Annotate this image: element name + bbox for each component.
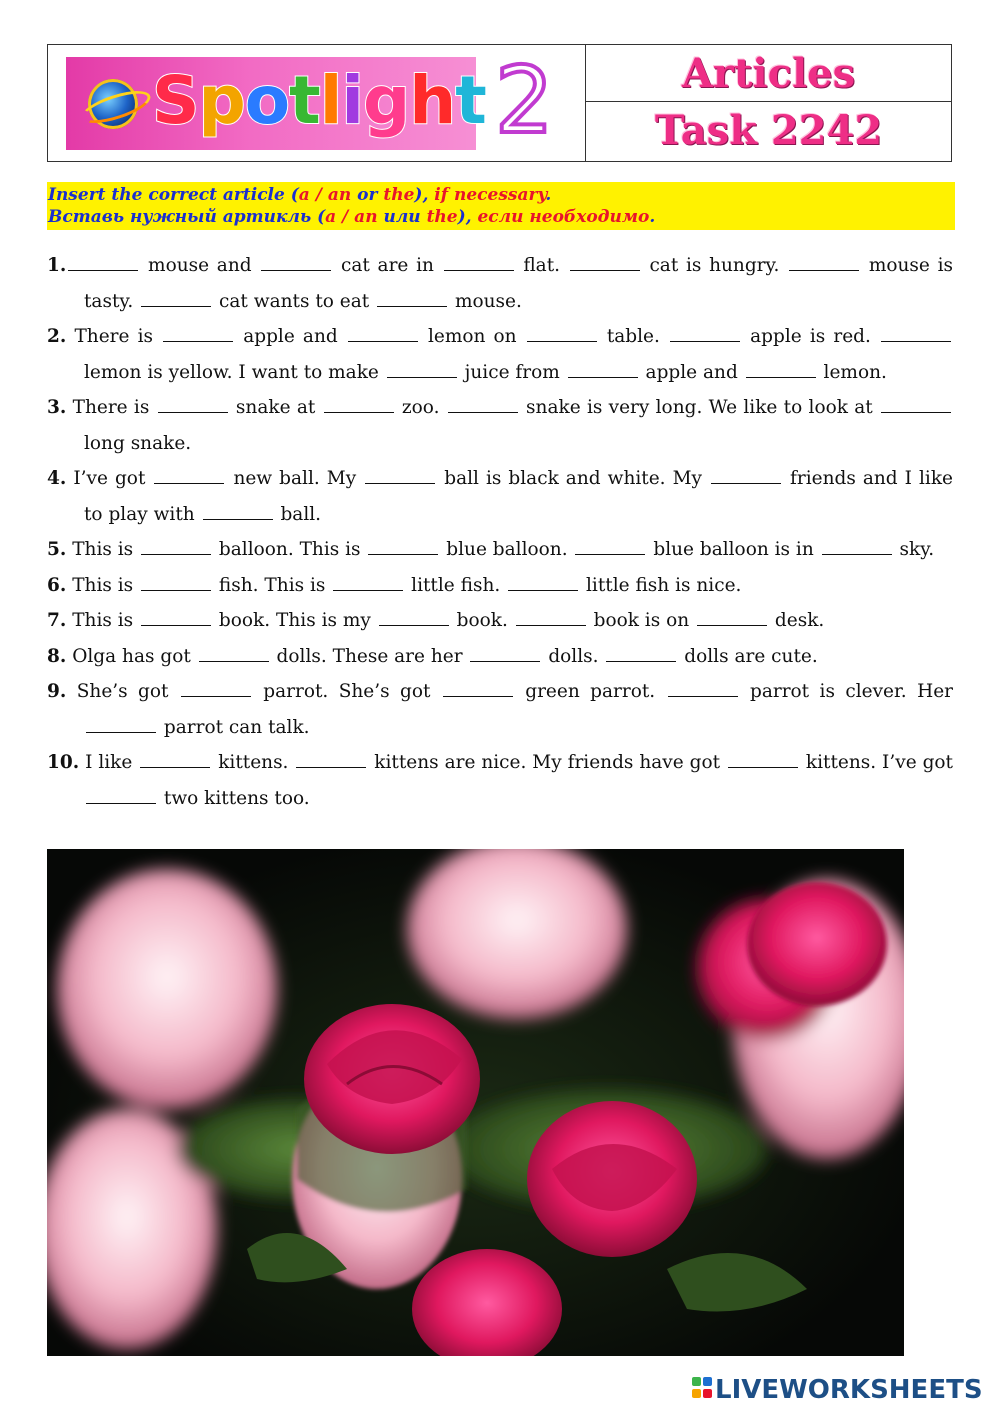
logo-letter: t — [289, 62, 320, 139]
exercise-text: desk. — [769, 610, 825, 631]
answer-blank[interactable] — [158, 411, 228, 413]
exercise-number: 8. — [47, 645, 67, 667]
exercise-number: 6. — [47, 574, 67, 596]
exercise-item — [47, 639, 953, 675]
answer-blank[interactable] — [141, 305, 211, 307]
logo-letter: p — [198, 62, 245, 139]
exercise-text: There is — [66, 326, 162, 347]
exercise-text: flat. — [515, 255, 568, 276]
exercise-text: cat wants to eat — [213, 290, 376, 312]
answer-blank[interactable] — [154, 482, 224, 484]
answer-blank[interactable] — [324, 411, 394, 413]
answer-blank[interactable] — [377, 305, 447, 307]
exercise-item — [47, 532, 953, 568]
exercise-text: parrot is clever. Her — [739, 681, 953, 702]
exercise-text: I like — [79, 752, 139, 773]
exercise-text: This is — [66, 610, 140, 631]
exercise-text: This is — [66, 574, 140, 596]
instruction-text: ), — [414, 185, 435, 205]
answer-blank[interactable] — [789, 269, 859, 271]
answer-blank[interactable] — [568, 376, 638, 378]
logo-letter: i — [341, 62, 363, 139]
exercise-text: mouse. — [449, 290, 522, 312]
logo-letter: o — [244, 62, 290, 139]
exercise-text: Olga has got — [66, 645, 197, 667]
answer-blank[interactable] — [881, 340, 951, 342]
exercise-item — [47, 568, 953, 604]
exercise-text: kittens. I’ve got — [799, 752, 953, 773]
exercise-text: blue balloon is in — [647, 539, 820, 560]
exercise-text: blue balloon. — [440, 539, 574, 560]
exercise-item — [47, 461, 953, 532]
answer-blank[interactable] — [697, 624, 767, 626]
answer-blank[interactable] — [203, 518, 273, 520]
exercise-text: juice from — [458, 361, 566, 383]
spotlight-logo-banner — [66, 57, 486, 150]
logo-letter: t — [455, 62, 486, 139]
grade-number: 2 — [495, 47, 554, 154]
answer-blank[interactable] — [387, 376, 457, 378]
exercise-number: 10. — [47, 752, 80, 773]
answer-blank[interactable] — [881, 411, 951, 413]
answer-blank[interactable] — [86, 802, 156, 804]
article-options: a / an — [325, 207, 378, 227]
exercise-text: She’s got — [66, 681, 179, 702]
exercise-text: ball. — [274, 503, 322, 525]
exercise-text: friends and I like to play with — [84, 468, 953, 525]
exercise-text: parrot. She’s got — [252, 681, 441, 702]
exercise-text: snake is very long. We like to look at — [519, 397, 879, 418]
exercise-text: There is — [66, 397, 156, 418]
answer-blank[interactable] — [140, 766, 210, 768]
exercise-text: kittens. — [212, 752, 295, 773]
answer-blank[interactable] — [606, 660, 676, 662]
exercise-text: balloon. This is — [213, 539, 367, 560]
exercise-text: little fish is nice. — [580, 574, 742, 596]
answer-blank[interactable] — [575, 553, 645, 555]
exercise-list — [47, 248, 953, 816]
exercise-item — [47, 319, 953, 390]
exercise-text: book. This is my — [213, 610, 377, 631]
answer-blank[interactable] — [668, 695, 738, 697]
answer-blank[interactable] — [508, 589, 578, 591]
answer-blank[interactable] — [516, 624, 586, 626]
answer-blank[interactable] — [296, 766, 366, 768]
exercise-item — [47, 674, 953, 745]
exercise-text: dolls. These are her — [270, 645, 469, 667]
instruction-russian — [48, 206, 955, 228]
exercise-number: 5. — [47, 539, 67, 560]
answer-blank[interactable] — [443, 695, 513, 697]
answer-blank[interactable] — [527, 340, 597, 342]
exercise-text: book is on — [587, 610, 696, 631]
liveworksheets-mark-icon — [692, 1377, 712, 1401]
instruction-text: Insert the correct article ( — [48, 185, 299, 205]
exercise-text: ball is black and white. My — [437, 468, 709, 489]
instruction-text: или — [377, 207, 427, 227]
answer-blank[interactable] — [199, 660, 269, 662]
answer-blank[interactable] — [711, 482, 781, 484]
spotlight-logo-text — [152, 61, 486, 141]
logo-letter: l — [319, 62, 342, 139]
exercise-item — [47, 390, 953, 461]
instruction-condition: если необходимо — [477, 207, 650, 227]
exercise-text: snake at — [229, 397, 322, 418]
instruction-text: . — [649, 207, 656, 227]
worksheet-title: Articles — [681, 50, 856, 97]
exercise-text: cat is hungry. — [641, 255, 788, 276]
worksheet-header — [47, 44, 952, 162]
answer-blank[interactable] — [86, 731, 156, 733]
answer-blank[interactable] — [141, 553, 211, 555]
instruction-text: Вставь нужный артикль ( — [48, 207, 326, 227]
exercise-text: This is — [66, 539, 140, 560]
exercise-text: little fish. — [405, 574, 507, 596]
answer-blank[interactable] — [746, 376, 816, 378]
exercise-number: 4. — [47, 468, 67, 489]
instruction-text: or — [351, 185, 384, 205]
roses-photo — [47, 849, 904, 1356]
logo-letter: g — [362, 62, 410, 139]
logo-letter: h — [409, 62, 456, 139]
exercise-text: apple and — [639, 361, 744, 383]
answer-blank[interactable] — [261, 269, 331, 271]
exercise-text: sky. — [893, 539, 935, 560]
exercise-item — [47, 745, 953, 816]
exercise-text: table. — [598, 326, 668, 347]
article-options: a / an — [298, 185, 352, 205]
answer-blank[interactable] — [348, 340, 418, 342]
exercise-text: mouse is tasty. — [84, 255, 953, 312]
answer-blank[interactable] — [368, 553, 438, 555]
answer-blank[interactable] — [728, 766, 798, 768]
exercise-number: 1. — [47, 255, 67, 276]
exercise-text: dolls are cute. — [678, 645, 818, 667]
exercise-text: zoo. — [395, 397, 446, 418]
exercise-item — [47, 603, 953, 639]
exercise-text: parrot can talk. — [158, 716, 310, 738]
instructions-box — [47, 182, 955, 230]
answer-blank[interactable] — [822, 553, 892, 555]
exercise-item — [47, 248, 953, 319]
exercise-text: lemon on — [419, 326, 525, 347]
task-number: Task 2242 — [654, 107, 883, 154]
exercise-text: lemon is yellow. I want to make — [84, 361, 385, 383]
exercise-text: two kittens too. — [158, 787, 310, 809]
exercise-number: 3. — [47, 397, 67, 418]
liveworksheets-logo[interactable] — [692, 1376, 983, 1404]
instruction-text: . — [545, 185, 552, 205]
exercise-text: apple and — [235, 326, 346, 347]
answer-blank[interactable] — [470, 660, 540, 662]
article-option-the: the — [426, 207, 458, 227]
exercise-text: book. — [450, 610, 514, 631]
exercise-text: I’ve got — [66, 468, 153, 489]
exercise-number: 7. — [47, 610, 67, 631]
exercise-text: new ball. My — [226, 468, 364, 489]
instruction-condition: if necessary — [434, 185, 546, 205]
answer-blank[interactable] — [365, 482, 435, 484]
answer-blank[interactable] — [141, 624, 211, 626]
exercise-text: fish. This is — [213, 574, 332, 596]
exercise-text: lemon. — [817, 361, 887, 383]
answer-blank[interactable] — [448, 411, 518, 413]
roses-illustration — [47, 849, 904, 1356]
answer-blank[interactable] — [444, 269, 514, 271]
answer-blank[interactable] — [570, 269, 640, 271]
exercise-text: mouse and — [140, 255, 260, 276]
exercise-number: 9. — [47, 681, 67, 702]
exercise-text: apple is red. — [742, 326, 879, 347]
instruction-text: ), — [457, 207, 478, 227]
answer-blank[interactable] — [163, 340, 233, 342]
logo-letter: S — [152, 62, 199, 139]
exercise-text: green parrot. — [514, 681, 666, 702]
exercise-text: dolls. — [542, 645, 605, 667]
answer-blank[interactable] — [68, 269, 138, 271]
article-option-the: the — [383, 185, 415, 205]
answer-blank[interactable] — [379, 624, 449, 626]
exercise-text: kittens are nice. My friends have got — [368, 752, 726, 773]
exercise-text: long snake. — [84, 432, 192, 454]
exercise-number: 2. — [47, 326, 67, 347]
exercise-text: cat are in — [333, 255, 442, 276]
answer-blank[interactable] — [333, 589, 403, 591]
answer-blank[interactable] — [141, 589, 211, 591]
liveworksheets-text: LIVEWORKSHEETS — [715, 1375, 983, 1405]
instruction-english — [48, 184, 955, 206]
answer-blank[interactable] — [670, 340, 740, 342]
answer-blank[interactable] — [181, 695, 251, 697]
